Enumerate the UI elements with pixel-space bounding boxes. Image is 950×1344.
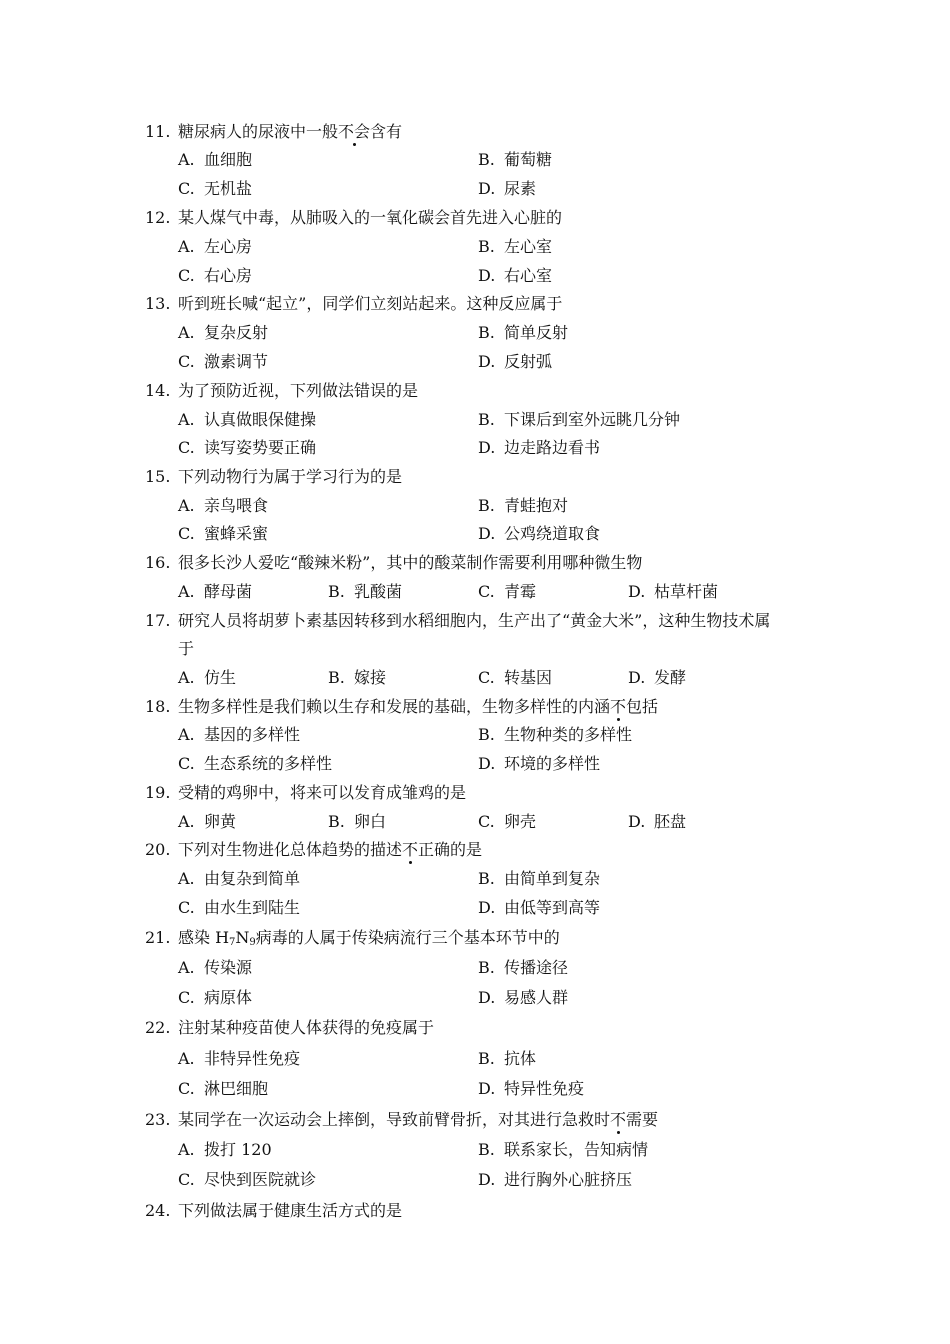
option-b: B. 生物种类的多样性 <box>478 725 633 744</box>
option-c: C. 淋巴细胞 <box>178 1079 269 1098</box>
question-number: 23. <box>145 1110 171 1129</box>
question-text: 感染 H <box>178 928 230 947</box>
option-c: C. 病原体 <box>178 988 253 1007</box>
option-b: B. 联系家长，告知病情 <box>478 1140 649 1159</box>
option-a: A. 仿生 <box>178 668 237 687</box>
option-a: A. 基因的多样性 <box>178 725 301 744</box>
question-number: 16. <box>145 553 171 572</box>
question-16 <box>145 553 642 573</box>
question-text: 为了预防近视，下列做法错误的是 <box>178 381 419 400</box>
question-number: 11. <box>145 122 171 141</box>
question-text: 下列对生物进化总体趋势的描述 <box>178 840 403 859</box>
question-text-end: 需要 <box>626 1110 659 1129</box>
question-text-end: 含有 <box>370 122 403 141</box>
option-b: B. 乳酸菌 <box>328 582 403 601</box>
option-c: C. 蜜蜂采蜜 <box>178 524 269 543</box>
emphasis-text: 不 <box>610 1110 627 1129</box>
question-24 <box>145 1201 402 1221</box>
option-c: C. 生态系统的多样性 <box>178 754 333 773</box>
question-number: 19. <box>145 783 171 802</box>
subscript: 9 <box>249 937 256 948</box>
question-text: 某同学在一次运动会上摔倒，导致前臂骨折，对其进行急救时 <box>178 1110 611 1129</box>
option-b: B. 嫁接 <box>328 668 387 687</box>
question-number: 17. <box>145 611 171 630</box>
option-c: C. 尽快到医院就诊 <box>178 1170 317 1189</box>
option-d: D. 胚盘 <box>628 812 687 831</box>
question-text-end: 病毒的人属于传染病流行三个基本环节中的 <box>255 928 560 947</box>
question-text: 糖尿病人的尿液中一般 <box>178 122 339 141</box>
question-text: 下列动物行为属于学习行为的是 <box>178 467 403 486</box>
question-15 <box>145 467 402 487</box>
question-21 <box>145 928 560 953</box>
option-b: B. 卵白 <box>328 812 387 831</box>
emphasis-text: 不 <box>402 840 419 859</box>
emphasis-text: 不会 <box>338 122 371 141</box>
option-a: A. 左心房 <box>178 237 253 256</box>
question-number: 15. <box>145 467 171 486</box>
question-text-end: 包括 <box>626 697 659 716</box>
option-d: D. 特异性免疫 <box>478 1079 585 1098</box>
question-text: 注射某种疫苗使人体获得的免疫属于 <box>178 1018 435 1037</box>
option-d: D. 枯草杆菌 <box>628 582 719 601</box>
question-text: 下列做法属于健康生活方式的是 <box>178 1201 403 1220</box>
question-number: 24. <box>145 1201 171 1220</box>
question-number: 21. <box>145 928 171 947</box>
question-number: 18. <box>145 697 171 716</box>
option-a: A. 血细胞 <box>178 150 253 169</box>
question-text-end: 正确的是 <box>418 840 483 859</box>
question-text: 受精的鸡卵中，将来可以发育成雏鸡的是 <box>178 783 467 802</box>
question-number: 22. <box>145 1018 171 1037</box>
option-d: D. 尿素 <box>478 179 537 198</box>
option-d: D. 反射弧 <box>478 352 553 371</box>
option-c: C. 右心房 <box>178 266 253 285</box>
option-d: D. 进行胸外心脏挤压 <box>478 1170 633 1189</box>
option-a: A. 非特异性免疫 <box>178 1049 301 1068</box>
question-23 <box>145 1110 658 1130</box>
option-d: D. 边走路边看书 <box>478 438 601 457</box>
option-c: C. 读写姿势要正确 <box>178 438 317 457</box>
question-11 <box>145 122 402 142</box>
option-a: A. 传染源 <box>178 958 253 977</box>
option-a: A. 拨打 120 <box>178 1140 272 1159</box>
option-d: D. 右心室 <box>478 266 553 285</box>
option-d: D. 环境的多样性 <box>478 754 601 773</box>
option-d: D. 公鸡绕道取食 <box>478 524 601 543</box>
option-d: D. 易感人群 <box>478 988 569 1007</box>
question-text-mid: N <box>235 928 250 947</box>
option-a: A. 亲鸟喂食 <box>178 496 269 515</box>
option-d: D. 发酵 <box>628 668 687 687</box>
question-text-continuation: 于 <box>178 639 195 658</box>
option-c: C. 转基因 <box>478 668 553 687</box>
question-number: 14. <box>145 381 171 400</box>
question-number: 12. <box>145 208 171 227</box>
option-c: C. 无机盐 <box>178 179 253 198</box>
option-c: C. 青霉 <box>478 582 537 601</box>
question-13 <box>145 294 562 314</box>
question-18 <box>145 697 658 717</box>
question-14 <box>145 381 418 401</box>
question-text: 很多长沙人爱吃“酸辣米粉”，其中的酸菜制作需要利用哪种微生物 <box>178 553 643 572</box>
option-b: B. 传播途径 <box>478 958 569 977</box>
subscript: 7 <box>229 937 236 948</box>
option-c: C. 由水生到陆生 <box>178 898 301 917</box>
option-a: A. 酵母菌 <box>178 582 253 601</box>
option-a: A. 复杂反射 <box>178 323 269 342</box>
option-a: A. 认真做眼保健操 <box>178 410 317 429</box>
question-number: 20. <box>145 840 171 859</box>
option-b: B. 青蛙抱对 <box>478 496 569 515</box>
question-22 <box>145 1018 434 1038</box>
question-17 <box>145 611 770 631</box>
option-a: A. 卵黄 <box>178 812 237 831</box>
option-b: B. 下课后到室外远眺几分钟 <box>478 410 681 429</box>
emphasis-text: 不 <box>610 697 627 716</box>
question-12 <box>145 208 562 228</box>
option-c: C. 激素调节 <box>178 352 269 371</box>
question-text: 研究人员将胡萝卜素基因转移到水稻细胞内，生产出了“黄金大米”，这种生物技术属 <box>178 611 771 630</box>
option-b: B. 抗体 <box>478 1049 537 1068</box>
question-19 <box>145 783 466 803</box>
option-b: B. 葡萄糖 <box>478 150 553 169</box>
question-text: 生物多样性是我们赖以生存和发展的基础，生物多样性的内涵 <box>178 697 611 716</box>
option-d: D. 由低等到高等 <box>478 898 601 917</box>
option-b: B. 左心室 <box>478 237 553 256</box>
option-a: A. 由复杂到简单 <box>178 869 301 888</box>
question-text: 听到班长喊“起立”，同学们立刻站起来。这种反应属于 <box>178 294 563 313</box>
question-number: 13. <box>145 294 171 313</box>
option-c: C. 卵壳 <box>478 812 537 831</box>
option-b: B. 简单反射 <box>478 323 569 342</box>
question-text: 某人煤气中毒，从肺吸入的一氧化碳会首先进入心脏的 <box>178 208 563 227</box>
question-20 <box>145 840 482 860</box>
option-b: B. 由简单到复杂 <box>478 869 601 888</box>
